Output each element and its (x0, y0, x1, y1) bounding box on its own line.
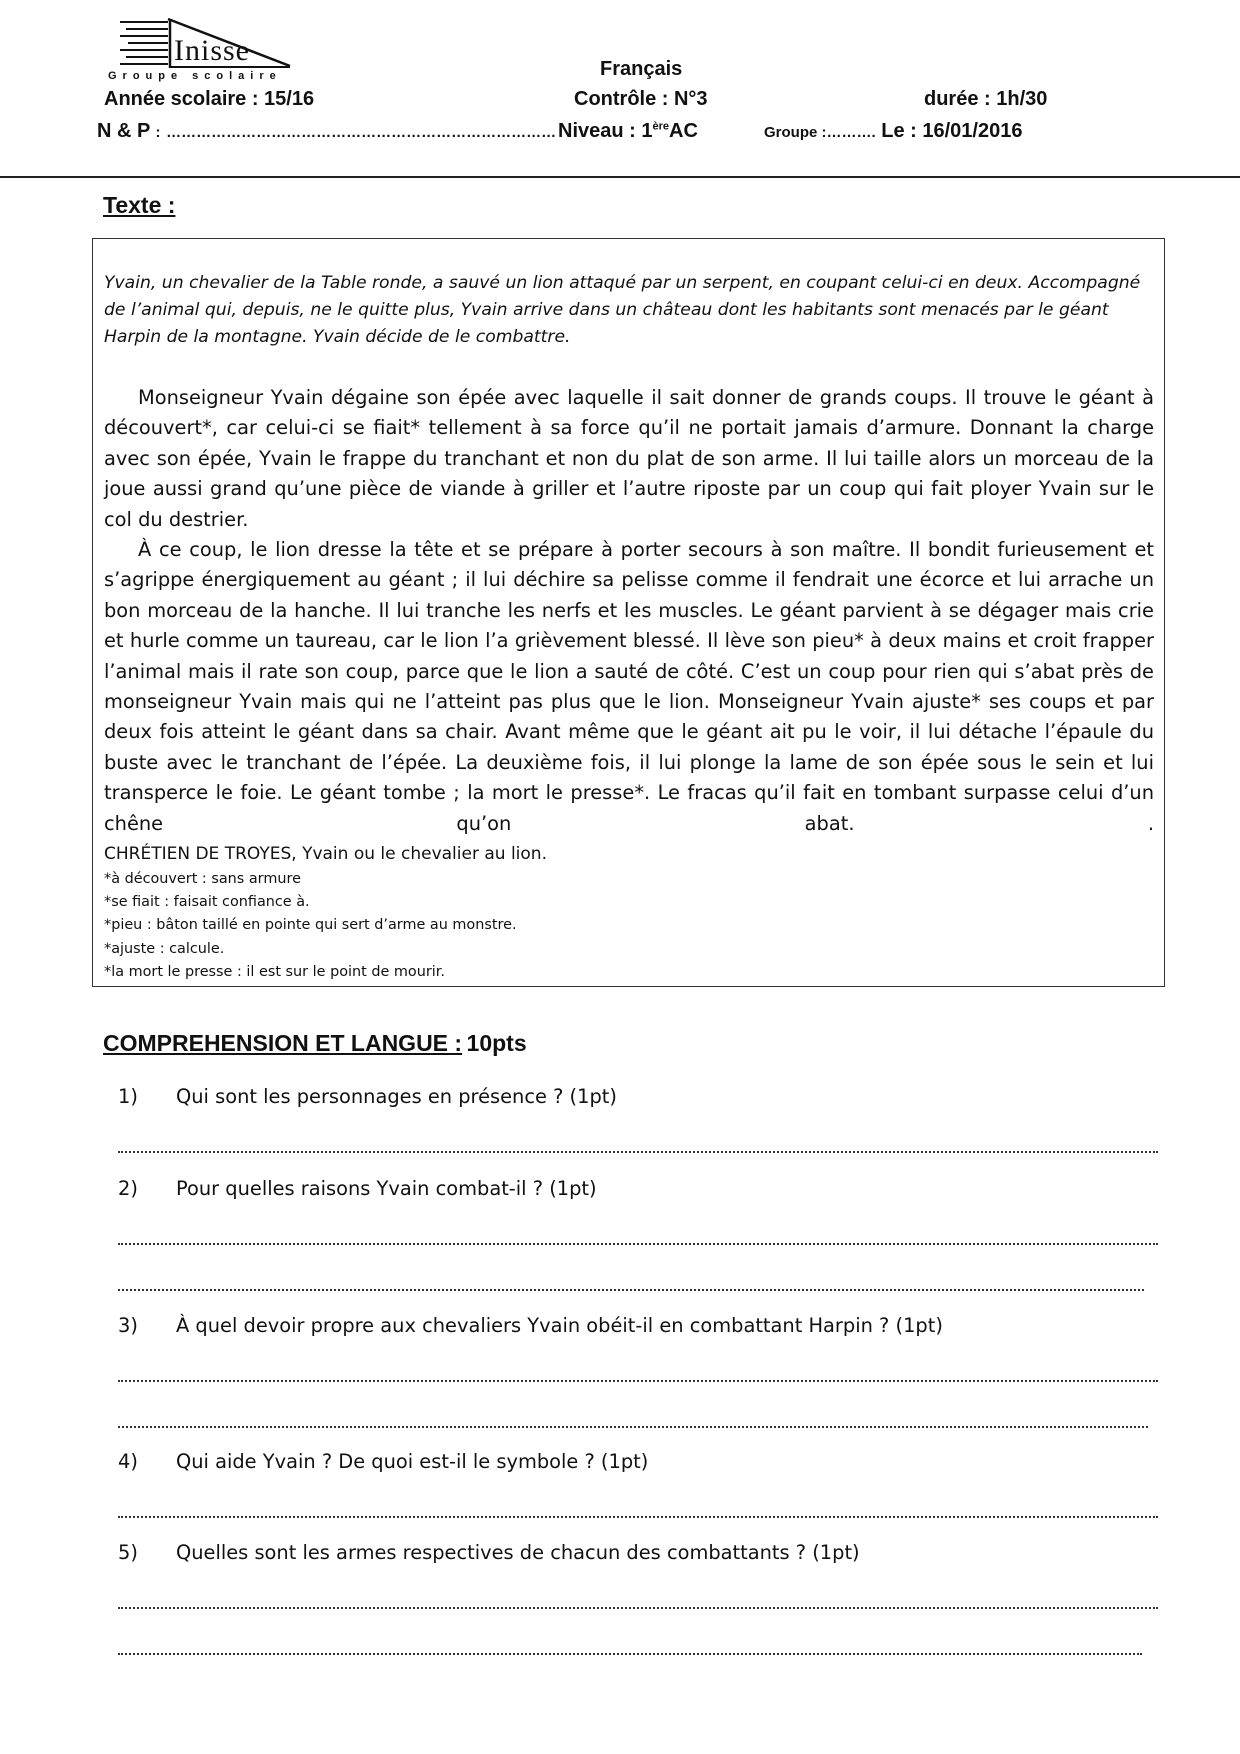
glossary (104, 868, 1144, 984)
passage-paragraph-2 (104, 535, 1154, 839)
school-year: Année scolaire : 15/16 (104, 88, 315, 110)
question-number: 3) (118, 1314, 138, 1337)
level-suffix: AC (669, 120, 698, 142)
logo-wordmark: Inisse (174, 34, 250, 67)
name-colon: : (155, 124, 161, 141)
question-4 (118, 1450, 648, 1473)
logo-tagline: Groupe scolaire (108, 70, 282, 82)
school-logo (108, 16, 328, 84)
glossary-item: *à découvert : sans armure (104, 871, 301, 887)
text-section-title: Texte : (103, 192, 176, 218)
header-divider (0, 176, 1240, 178)
passage-paragraph-1: Monseigneur Yvain dégaine son épée avec laquelle il sait donner de grands coups. Il trouve le géant à découvert*, car celui-ci se fiait* tellement à sa force qu’il ne portait jamais d’armure. Donnant la charge avec son épée, Yvain le frappe du tranchant et non du plat de son arme. Il lui taille alors un morceau de la joue aussi grand qu’une pièce de viande à griller et l’autre riposte par un coup qui fait ployer Yvain sur le col du destrier. (104, 386, 1154, 531)
question-text: Quelles sont les armes respectives de chacun des combattants ? (1pt) (176, 1541, 860, 1564)
subject-label: Français (600, 58, 683, 80)
answer-line[interactable] (118, 1380, 1158, 1382)
question-number: 2) (118, 1177, 138, 1200)
glossary-item: *pieu : bâton taillé en pointe qui sert d’arme au monstre. (104, 917, 517, 934)
group-blank: ………. (826, 124, 876, 141)
group-field[interactable] (764, 120, 1022, 143)
group-label: Groupe : (764, 124, 827, 141)
question-2 (118, 1177, 597, 1200)
trailing-dot: . (1147, 811, 1154, 835)
answer-line[interactable] (118, 1151, 1158, 1153)
text-passage (104, 383, 1154, 839)
comprehension-heading (103, 1030, 527, 1057)
answer-line[interactable] (118, 1426, 1148, 1428)
question-3 (118, 1314, 943, 1337)
question-1 (118, 1085, 617, 1108)
answer-line[interactable] (118, 1516, 1158, 1518)
question-text: À quel devoir propre aux chevaliers Yvain obéit-il en combattant Harpin ? (1pt) (176, 1314, 943, 1337)
glossary-item: *ajuste : calcule. (104, 940, 225, 957)
class-level (558, 120, 698, 143)
question-number: 1) (118, 1085, 138, 1108)
question-5 (118, 1541, 860, 1564)
exam-date: Le : 16/01/2016 (881, 120, 1023, 142)
question-text: Qui aide Yvain ? De quoi est-il le symbole ? (1pt) (176, 1450, 649, 1473)
question-number: 5) (118, 1541, 138, 1564)
comprehension-points: 10pts (466, 1030, 527, 1056)
level-superscript: ère (652, 120, 670, 133)
question-number: 4) (118, 1450, 138, 1473)
name-label: N & P (97, 120, 150, 142)
level-prefix: Niveau : 1 (558, 120, 653, 142)
exam-number: Contrôle : N°3 (574, 88, 708, 110)
exam-duration: durée : 1h/30 (924, 88, 1048, 110)
name-blank: …………………………………………………………………… (166, 124, 557, 141)
glossary-item: *la mort le presse : il est sur le point de mourir. (104, 963, 445, 980)
question-text: Pour quelles raisons Yvain combat-il ? (1pt) (176, 1177, 597, 1200)
text-introduction: Yvain, un chevalier de la Table ronde, a sauvé un lion attaqué par un serpent, en coupant celui-ci en deux. Accompagné de l’animal qui, depuis, ne le quitte plus, Yvain arrive dans un château dont les habitants sont menacés par le géant Harpin de la montagne. Yvain décide de le combattre. (104, 273, 1141, 347)
comprehension-title: COMPREHENSION ET LANGUE : (103, 1030, 463, 1056)
answer-line[interactable] (118, 1243, 1158, 1245)
answer-line[interactable] (118, 1607, 1158, 1609)
answer-line[interactable] (118, 1653, 1142, 1655)
student-name-field[interactable] (97, 120, 556, 143)
glossary-item: *se fiait : faisait confiance à. (104, 894, 310, 911)
question-text: Qui sont les personnages en présence ? (1pt) (176, 1085, 617, 1108)
paragraph-2-text: À ce coup, le lion dresse la tête et se prépare à porter secours à son maître. Il bondit furieusement et s’agrippe énergiquement au géant ; il lui déchire sa pelisse comme il fendrait une écorce et lui arrache un bon morceau de la hanche. Il lui tranche les nerfs et les muscles. Le géant parvient à se dégager mais crie et hurle comme un taureau, car le lion l’a grièvement blessé. Il lève son pieu* à deux mains et croit frapper l’animal mais il rate son coup, parce que le lion a sauté de côté. C’est un coup pour rien qui s’abat près de monseigneur Yvain mais qui ne l’atteint pas plus que le lion. Monseigneur Yvain ajuste* ses coups et par deux fois atteint le géant dans sa chair. Avant même que le géant ait pu le voir, il lui détache l’épaule du buste avec le tranchant de l’épée. La deuxième fois, il lui plonge la lame de son épée sous le sein et lui transperce le foie. Le géant tombe ; la mort le presse*. Le fracas qu’il fait en tombant surpasse celui d’un chêne qu’on abat. (104, 538, 1154, 835)
text-source: CHRÉTIEN DE TROYES, Yvain ou le chevalier au lion. (104, 844, 547, 864)
answer-line[interactable] (118, 1289, 1144, 1291)
